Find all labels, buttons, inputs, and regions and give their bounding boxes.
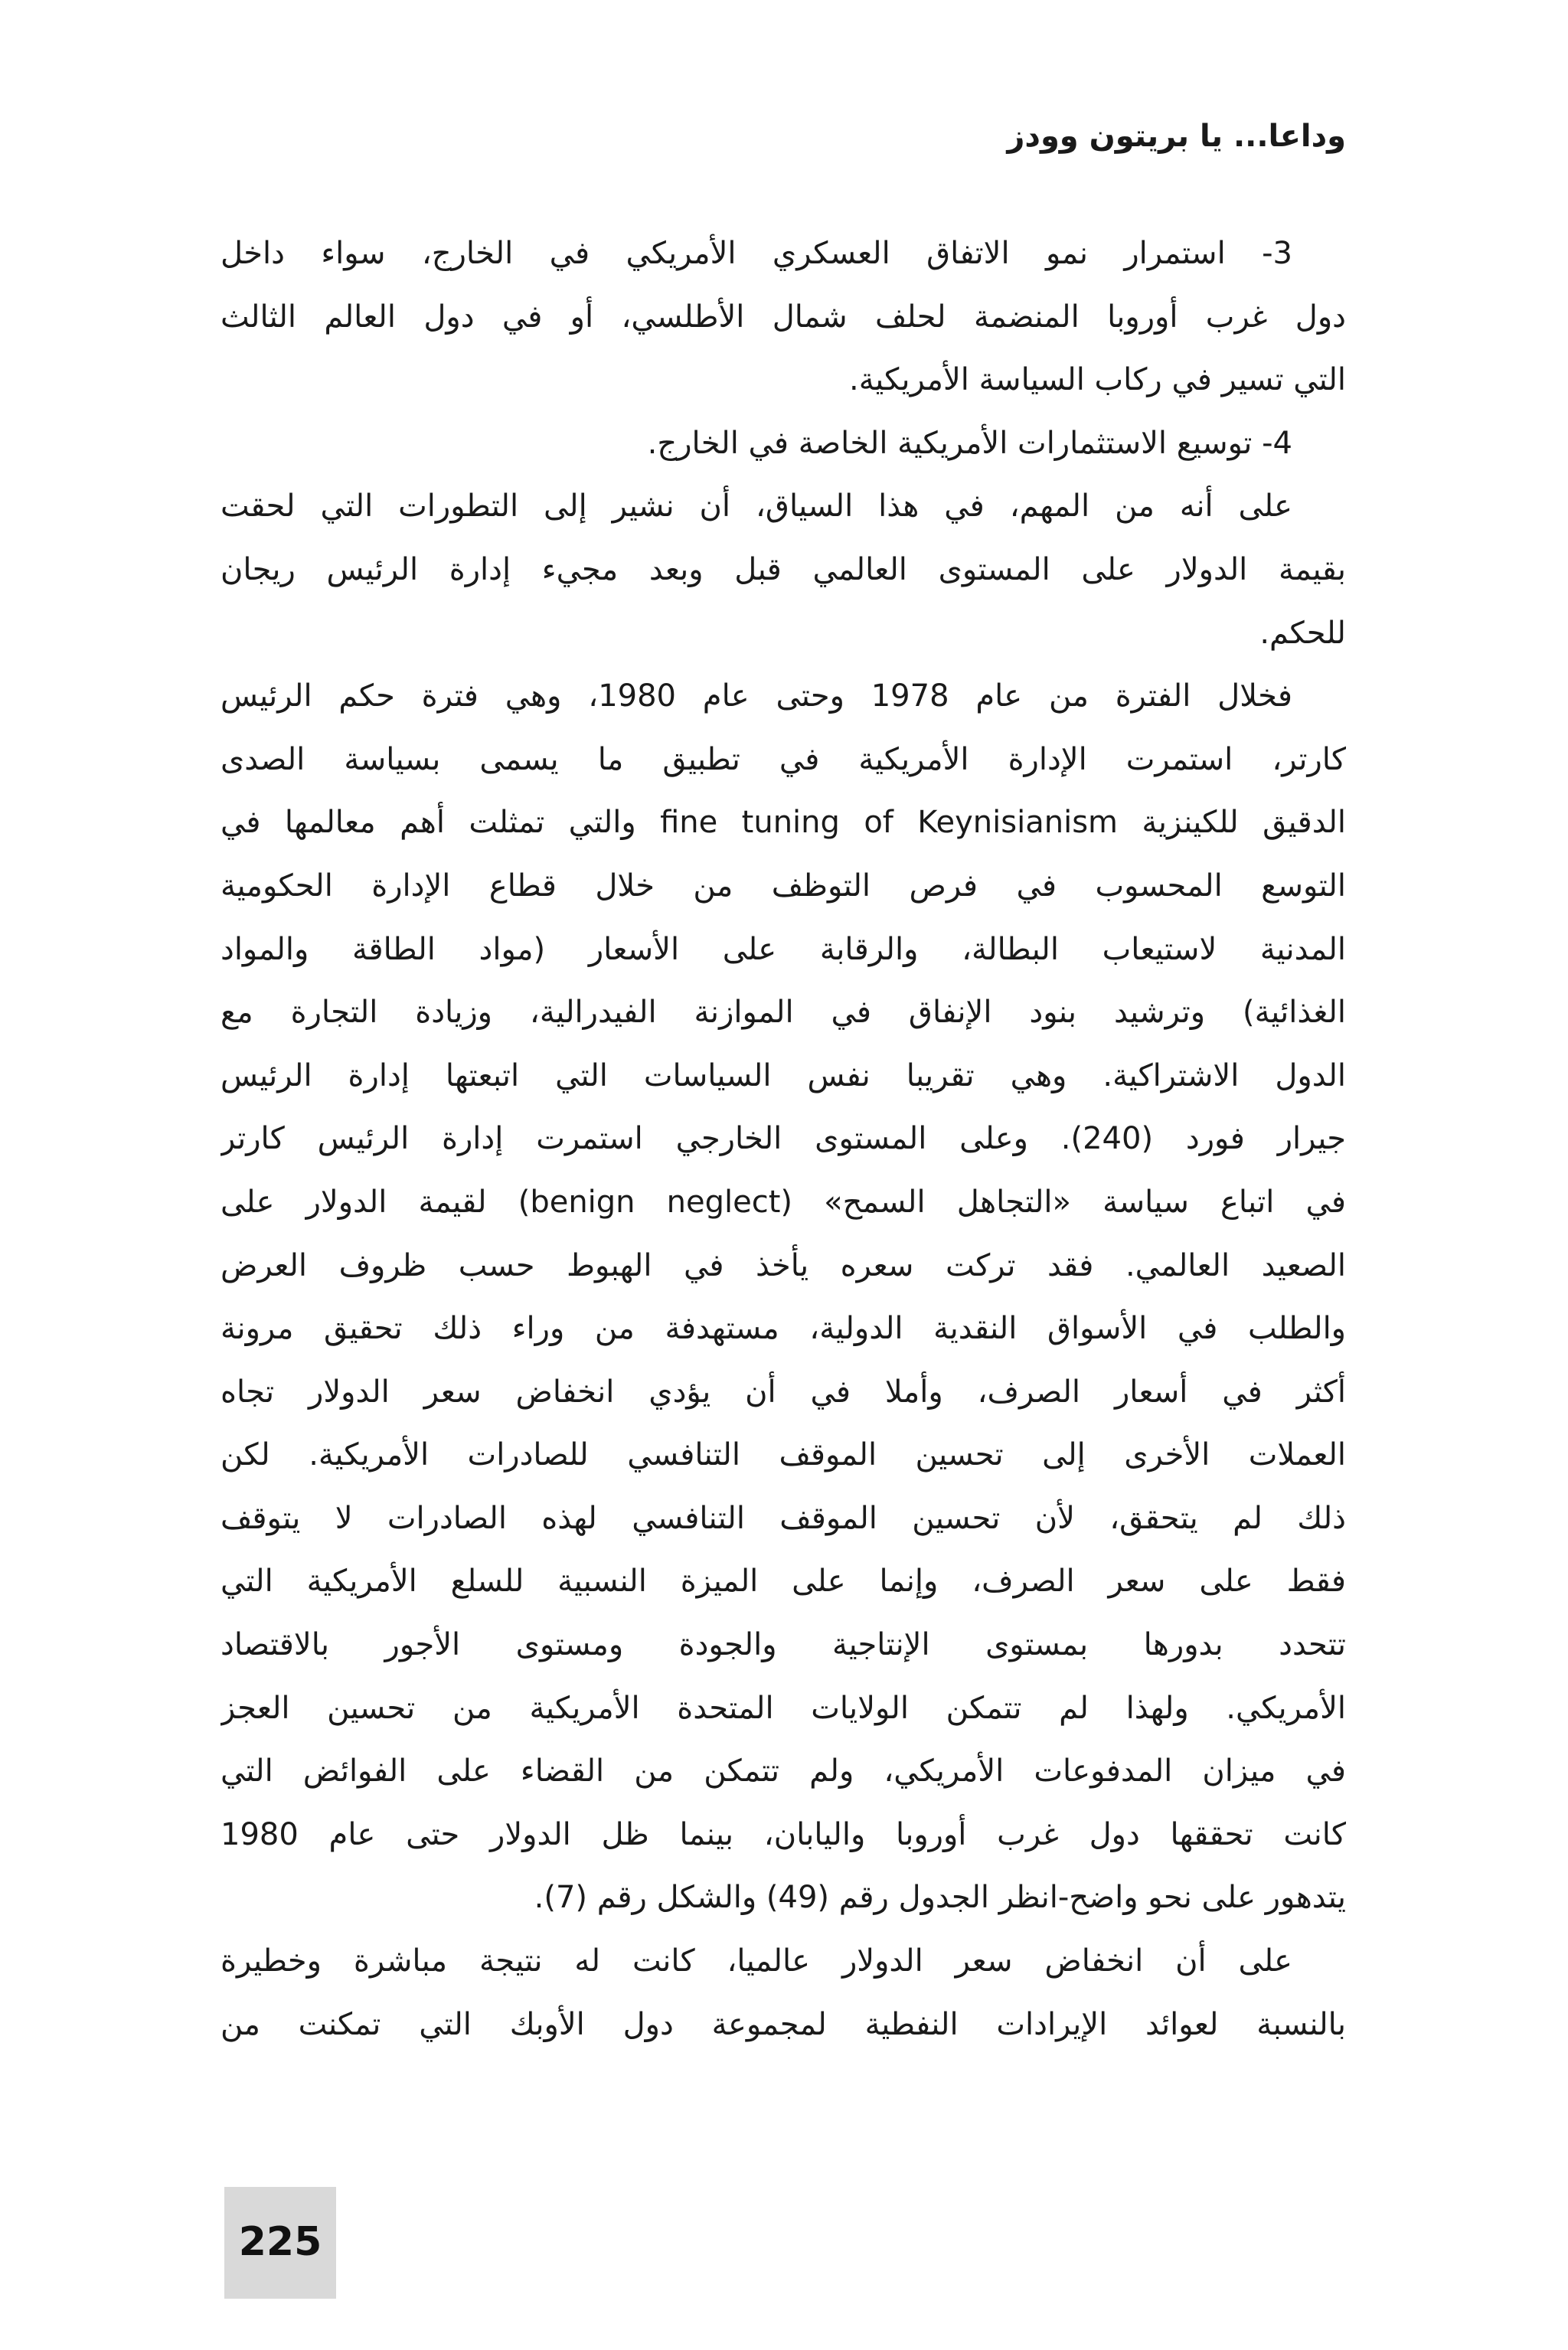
text-line: في اتباع سياسة «التجاهل السمح» (benign neglect) لقيمة الدولار على [220, 1184, 1346, 1220]
text-line: دول غرب أوروبا المنضمة لحلف شمال الأطلسي، أو في دول العالم الثالث [220, 299, 1346, 335]
text-line: المدنية لاستيعاب البطالة، والرقابة على الأسعار (مواد الطاقة والمواد [220, 931, 1346, 967]
text-line: على أن انخفاض سعر الدولار عالميا، كانت له نتيجة مباشرة وخطيرة [220, 1943, 1292, 1979]
text-line: كانت تحققها دول غرب أوروبا واليابان، بينما ظل الدولار حتى عام 1980 [220, 1816, 1346, 1852]
running-header-title: وداعا... يا بريتون وودز [1007, 119, 1346, 154]
body-text [220, 222, 1346, 2056]
text-line: التوسع المحسوب في فرص التوظف من خلال قطاع الإدارة الحكومية [220, 868, 1346, 904]
text-line: الأمريكي. ولهذا لم تتمكن الولايات المتحدة الأمريكية من تحسين العجز [220, 1690, 1346, 1726]
text-line: جيرار فورد (240). وعلى المستوى الخارجي استمرت إدارة الرئيس كارتر [220, 1121, 1346, 1157]
text-line: بالنسبة لعوائد الإيرادات النفطية لمجموعة دول الأوبك التي تمكنت من [220, 2006, 1346, 2042]
text-line: الدقيق للكينزية fine tuning of Keynisianism والتي تمثلت أهم معالمها في [220, 805, 1346, 841]
text-line: فقط على سعر الصرف، وإنما على الميزة النسبية للسلع الأمريكية التي [220, 1564, 1346, 1600]
text-line: 3- استمرار نمو الاتفاق العسكري الأمريكي في الخارج، سواء داخل [220, 236, 1292, 271]
text-line: على أنه من المهم، في هذا السياق، أن نشير إلى التطورات التي لحقت [220, 489, 1292, 525]
text-line: العملات الأخرى إلى تحسين الموقف التنافسي للصادرات الأمريكية. لكن [220, 1437, 1346, 1473]
text-line: يتدهور على نحو واضح-انظر الجدول رقم (49) والشكل رقم (7). [534, 1880, 1346, 1916]
text-line: في ميزان المدفوعات الأمريكي، ولم تتمكن من القضاء على الفوائض التي [220, 1754, 1346, 1789]
text-line: 4- توسيع الاستثمارات الأمريكية الخاصة في الخارج. [647, 425, 1292, 461]
text-line: كارتر، استمرت الإدارة الأمريكية في تطبيق ما يسمى بسياسة الصدى [220, 741, 1346, 777]
page-number: 225 [238, 2219, 322, 2265]
text-line: للحكم. [1259, 615, 1346, 651]
page-number-box [224, 2187, 336, 2299]
text-line: التي تسير في ركاب السياسة الأمريكية. [849, 362, 1346, 398]
text-line: والطلب في الأسواق النقدية الدولية، مستهدفة من وراء ذلك تحقيق مرونة [220, 1311, 1346, 1347]
text-line: تتحدد بدورها بمستوى الإنتاجية والجودة ومستوى الأجور بالاقتصاد [220, 1627, 1346, 1663]
text-line: الدول الاشتراكية. وهي تقريبا نفس السياسات التي اتبعتها إدارة الرئيس [220, 1057, 1346, 1093]
text-line: بقيمة الدولار على المستوى العالمي قبل وبعد مجيء إدارة الرئيس ريجان [220, 551, 1346, 587]
text-line: ذلك لم يتحقق، لأن تحسين الموقف التنافسي لهذه الصادرات لا يتوقف [220, 1500, 1346, 1536]
text-line: فخلال الفترة من عام 1978 وحتى عام 1980، وهي فترة حكم الرئيس [220, 678, 1293, 714]
text-line: الصعيد العالمي. فقد تركت سعره يأخذ في الهبوط حسب ظروف العرض [220, 1247, 1346, 1283]
text-line: أكثر في أسعار الصرف، وأملا في أن يؤدي انخفاض سعر الدولار تجاه [220, 1374, 1346, 1410]
text-line: الغذائية) وترشيد بنود الإنفاق في الموازنة الفيدرالية، وزيادة التجارة مع [220, 995, 1346, 1031]
